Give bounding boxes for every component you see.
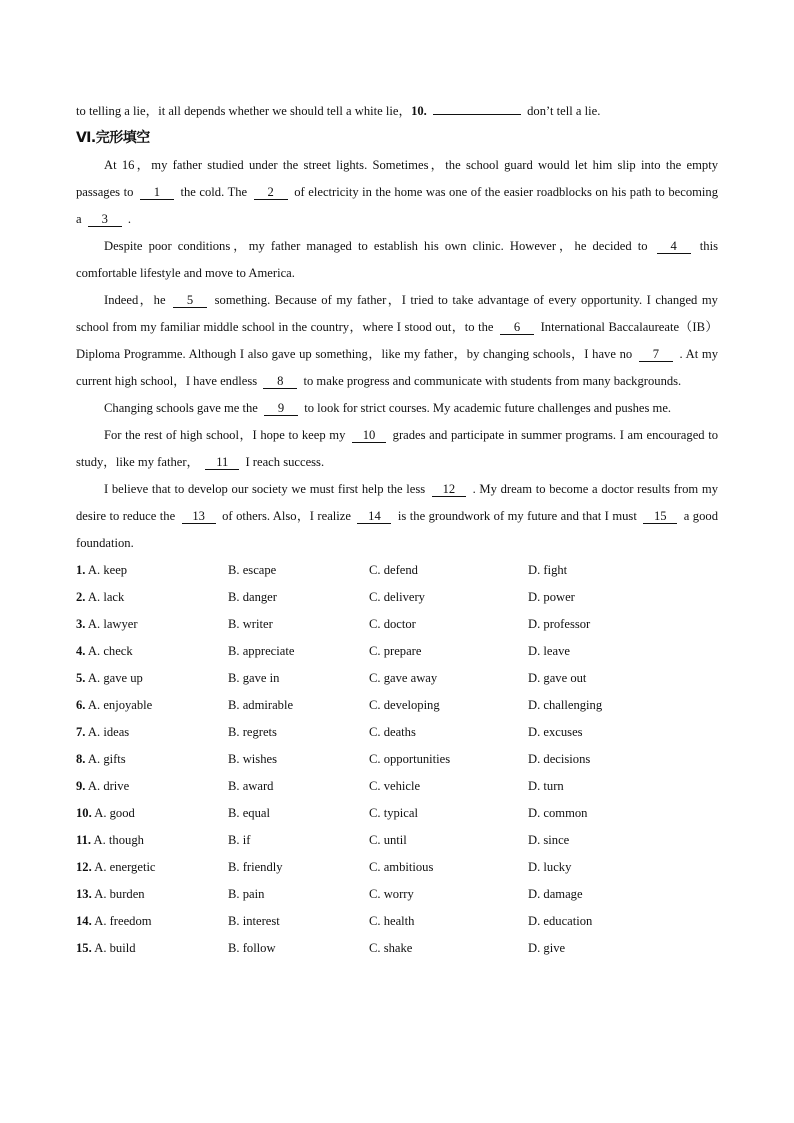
question-row	[76, 557, 718, 584]
option	[369, 692, 528, 719]
option-text: A. gave up	[87, 671, 143, 685]
cloze-passage	[76, 152, 718, 557]
question-row	[76, 773, 718, 800]
blank-number: 4	[657, 239, 691, 254]
option	[528, 773, 678, 800]
option	[76, 584, 228, 611]
passage-paragraph	[76, 422, 718, 476]
passage-text: of others. Also，I realize	[222, 509, 351, 523]
option-text: A. enjoyable	[87, 698, 153, 712]
passage-paragraph	[76, 233, 718, 287]
document-page	[76, 98, 718, 962]
option	[228, 638, 369, 665]
option-text: D. power	[528, 590, 575, 604]
question-row	[76, 665, 718, 692]
question-options	[76, 557, 718, 962]
option-text: C. opportunities	[369, 752, 451, 766]
option	[528, 800, 678, 827]
option-text: B. writer	[228, 617, 273, 631]
option	[76, 746, 228, 773]
blank-number: 12	[432, 482, 466, 497]
option	[528, 557, 678, 584]
option-text: B. wishes	[228, 752, 277, 766]
question-number: 3.	[76, 617, 86, 631]
option-text: C. until	[369, 833, 407, 847]
option	[369, 908, 528, 935]
option	[369, 611, 528, 638]
option	[76, 935, 228, 962]
option-text: D. education	[528, 914, 593, 928]
question-row	[76, 719, 718, 746]
option-text: A. drive	[87, 779, 130, 793]
option-text: B. award	[228, 779, 274, 793]
passage-paragraph	[76, 476, 718, 557]
option	[369, 746, 528, 773]
option	[528, 746, 678, 773]
option	[228, 854, 369, 881]
question-row	[76, 611, 718, 638]
option	[228, 665, 369, 692]
question-number: 13.	[76, 887, 92, 901]
blank-number: 7	[639, 347, 673, 362]
line-text: don’t tell a lie.	[527, 104, 601, 118]
passage-text: I believe that to develop our society we must first help the less	[104, 482, 426, 496]
passage-text: of electricity in the home was one of the easier roadblocks on his path to becoming a	[76, 185, 719, 226]
passage-text: this comfortable lifestyle and move to America.	[76, 239, 718, 280]
question-number: 8.	[76, 752, 86, 766]
question-row	[76, 827, 718, 854]
section-title: Ⅵ.完形填空	[76, 130, 150, 146]
option-text: D. common	[528, 806, 588, 820]
passage-paragraph	[76, 287, 718, 395]
option-text: A. lawyer	[87, 617, 138, 631]
question-number: 7.	[76, 725, 86, 739]
option-text: A. ideas	[87, 725, 130, 739]
option-text: A. burden	[94, 887, 145, 901]
option-text: C. defend	[369, 563, 418, 577]
option-text: D. give	[528, 941, 566, 955]
option	[369, 935, 528, 962]
option	[528, 611, 678, 638]
option-text: C. developing	[369, 698, 440, 712]
question-row	[76, 854, 718, 881]
option-text: C. delivery	[369, 590, 425, 604]
option	[369, 773, 528, 800]
option-text: D. leave	[528, 644, 570, 658]
question-number: 5.	[76, 671, 86, 685]
option-text: B. friendly	[228, 860, 283, 874]
option	[76, 719, 228, 746]
option-text: B. admirable	[228, 698, 294, 712]
blank-number: 2	[254, 185, 288, 200]
option	[228, 935, 369, 962]
option	[528, 665, 678, 692]
option	[369, 638, 528, 665]
option-text: C. shake	[369, 941, 413, 955]
option-text: B. interest	[228, 914, 280, 928]
option	[76, 557, 228, 584]
blank-number: 1	[140, 185, 174, 200]
option	[369, 665, 528, 692]
blank-number: 10	[352, 428, 386, 443]
option	[228, 908, 369, 935]
option-text: B. gave in	[228, 671, 280, 685]
question-row	[76, 692, 718, 719]
option-text: D. turn	[528, 779, 564, 793]
option-text: A. energetic	[94, 860, 156, 874]
option-text: B. regrets	[228, 725, 277, 739]
option-text: D. challenging	[528, 698, 603, 712]
option-text: B. equal	[228, 806, 270, 820]
option-text: A. check	[87, 644, 133, 658]
passage-text: International Baccalaureate（IB）Diploma Programme. Although I also gave up something，like my father，by changing schools，I have no	[76, 320, 718, 361]
passage-text: something. Because of my father，I tried to take advantage of every opportunity. I changed my school from my familiar middle school in the country，where I stood out，to the	[76, 293, 718, 334]
question-number: 15.	[76, 941, 92, 955]
blank-number: 9	[264, 401, 298, 416]
option-text: B. pain	[228, 887, 265, 901]
option	[228, 584, 369, 611]
question-number: 4.	[76, 644, 86, 658]
question-number: 14.	[76, 914, 92, 928]
option	[369, 827, 528, 854]
option-text: C. worry	[369, 887, 414, 901]
option	[76, 881, 228, 908]
passage-paragraph	[76, 152, 718, 233]
blank-number: 5	[173, 293, 207, 308]
option-text: A. though	[93, 833, 144, 847]
option	[76, 773, 228, 800]
passage-text: to look for strict courses. My academic future challenges and pushes me.	[304, 401, 672, 415]
option	[76, 854, 228, 881]
passage-text: Changing schools gave me the	[104, 401, 258, 415]
passage-text: to make progress and communicate with students from many backgrounds.	[303, 374, 682, 388]
line-text: to telling a lie，it all depends whether we should tell a white lie，	[76, 104, 412, 118]
passage-text: a good foundation.	[76, 509, 718, 550]
option	[76, 692, 228, 719]
passage-text: Despite poor conditions，my father managed to establish his own clinic. However，he decided to	[104, 239, 648, 253]
option-text: C. health	[369, 914, 415, 928]
passage-text: the cold. The	[180, 185, 248, 199]
option-text: B. danger	[228, 590, 277, 604]
option-text: D. gave out	[528, 671, 587, 685]
option-text: B. follow	[228, 941, 276, 955]
question-number: 6.	[76, 698, 86, 712]
passage-text: For the rest of high school，I hope to keep my	[104, 428, 346, 442]
blank-number: 6	[500, 320, 534, 335]
option	[228, 611, 369, 638]
question-number: 1.	[76, 563, 86, 577]
question-number: 10.	[76, 806, 92, 820]
option	[528, 638, 678, 665]
option-text: A. lack	[87, 590, 125, 604]
option-text: D. professor	[528, 617, 591, 631]
passage-text: . My dream to become a doctor results from my desire to reduce the	[76, 482, 718, 523]
question-row	[76, 800, 718, 827]
option	[76, 827, 228, 854]
option-text: C. deaths	[369, 725, 416, 739]
option-text: C. prepare	[369, 644, 422, 658]
option-text: B. appreciate	[228, 644, 295, 658]
passage-text: grades and participate in summer programs. I am encouraged to study，like my father，	[76, 428, 719, 469]
question-row	[76, 584, 718, 611]
option	[369, 584, 528, 611]
option-text: C. doctor	[369, 617, 416, 631]
previous-question-line	[76, 98, 718, 125]
option	[528, 692, 678, 719]
option-text: C. vehicle	[369, 779, 421, 793]
option-text: D. decisions	[528, 752, 591, 766]
question-row	[76, 935, 718, 962]
blank-number: 11	[205, 455, 239, 470]
option	[369, 719, 528, 746]
option	[528, 719, 678, 746]
option	[528, 935, 678, 962]
option	[369, 800, 528, 827]
answer-blank	[433, 114, 521, 115]
option	[76, 800, 228, 827]
option-text: D. since	[528, 833, 570, 847]
option	[528, 881, 678, 908]
passage-text: . At my current high school，I have endless	[76, 347, 719, 388]
option	[528, 908, 678, 935]
question-row	[76, 881, 718, 908]
option	[369, 854, 528, 881]
passage-text: .	[127, 212, 132, 226]
option	[228, 827, 369, 854]
option-text: C. ambitious	[369, 860, 434, 874]
option	[228, 881, 369, 908]
blank-number: 8	[263, 374, 297, 389]
option	[528, 854, 678, 881]
option	[76, 611, 228, 638]
passage-text: is the groundwork of my future and that I must	[397, 509, 637, 523]
option-text: A. keep	[87, 563, 128, 577]
option	[76, 665, 228, 692]
option	[76, 638, 228, 665]
option-text: D. damage	[528, 887, 583, 901]
question-number: 11.	[76, 833, 92, 847]
option	[228, 773, 369, 800]
passage-paragraph	[76, 395, 718, 422]
option-text: D. lucky	[528, 860, 572, 874]
option-text: A. build	[94, 941, 136, 955]
option-text: D. fight	[528, 563, 568, 577]
question-row	[76, 638, 718, 665]
option-text: A. freedom	[94, 914, 152, 928]
option-text: A. gifts	[87, 752, 126, 766]
option	[228, 719, 369, 746]
question-row	[76, 908, 718, 935]
question-number: 9.	[76, 779, 86, 793]
passage-text: I reach success.	[245, 455, 325, 469]
blank-number: 15	[643, 509, 677, 524]
option	[76, 908, 228, 935]
option-text: B. if	[228, 833, 251, 847]
option	[228, 746, 369, 773]
blank-number: 14	[357, 509, 391, 524]
option-text: D. excuses	[528, 725, 583, 739]
option-text: A. good	[94, 806, 135, 820]
passage-text: Indeed，he	[104, 293, 166, 307]
question-number: 2.	[76, 590, 86, 604]
option	[228, 692, 369, 719]
question-number: 12.	[76, 860, 92, 874]
option	[369, 881, 528, 908]
option	[528, 584, 678, 611]
question-row	[76, 746, 718, 773]
option	[528, 827, 678, 854]
option	[228, 800, 369, 827]
option-text: B. escape	[228, 563, 277, 577]
passage-text: At 16，my father studied under the street lights. Sometimes，the school guard would let him slip into the empty passages to	[76, 158, 718, 199]
option	[369, 557, 528, 584]
blank-number: 13	[182, 509, 216, 524]
question-number: 10.	[411, 104, 427, 118]
blank-number: 3	[88, 212, 122, 227]
option	[228, 557, 369, 584]
option-text: C. typical	[369, 806, 418, 820]
option-text: C. gave away	[369, 671, 438, 685]
